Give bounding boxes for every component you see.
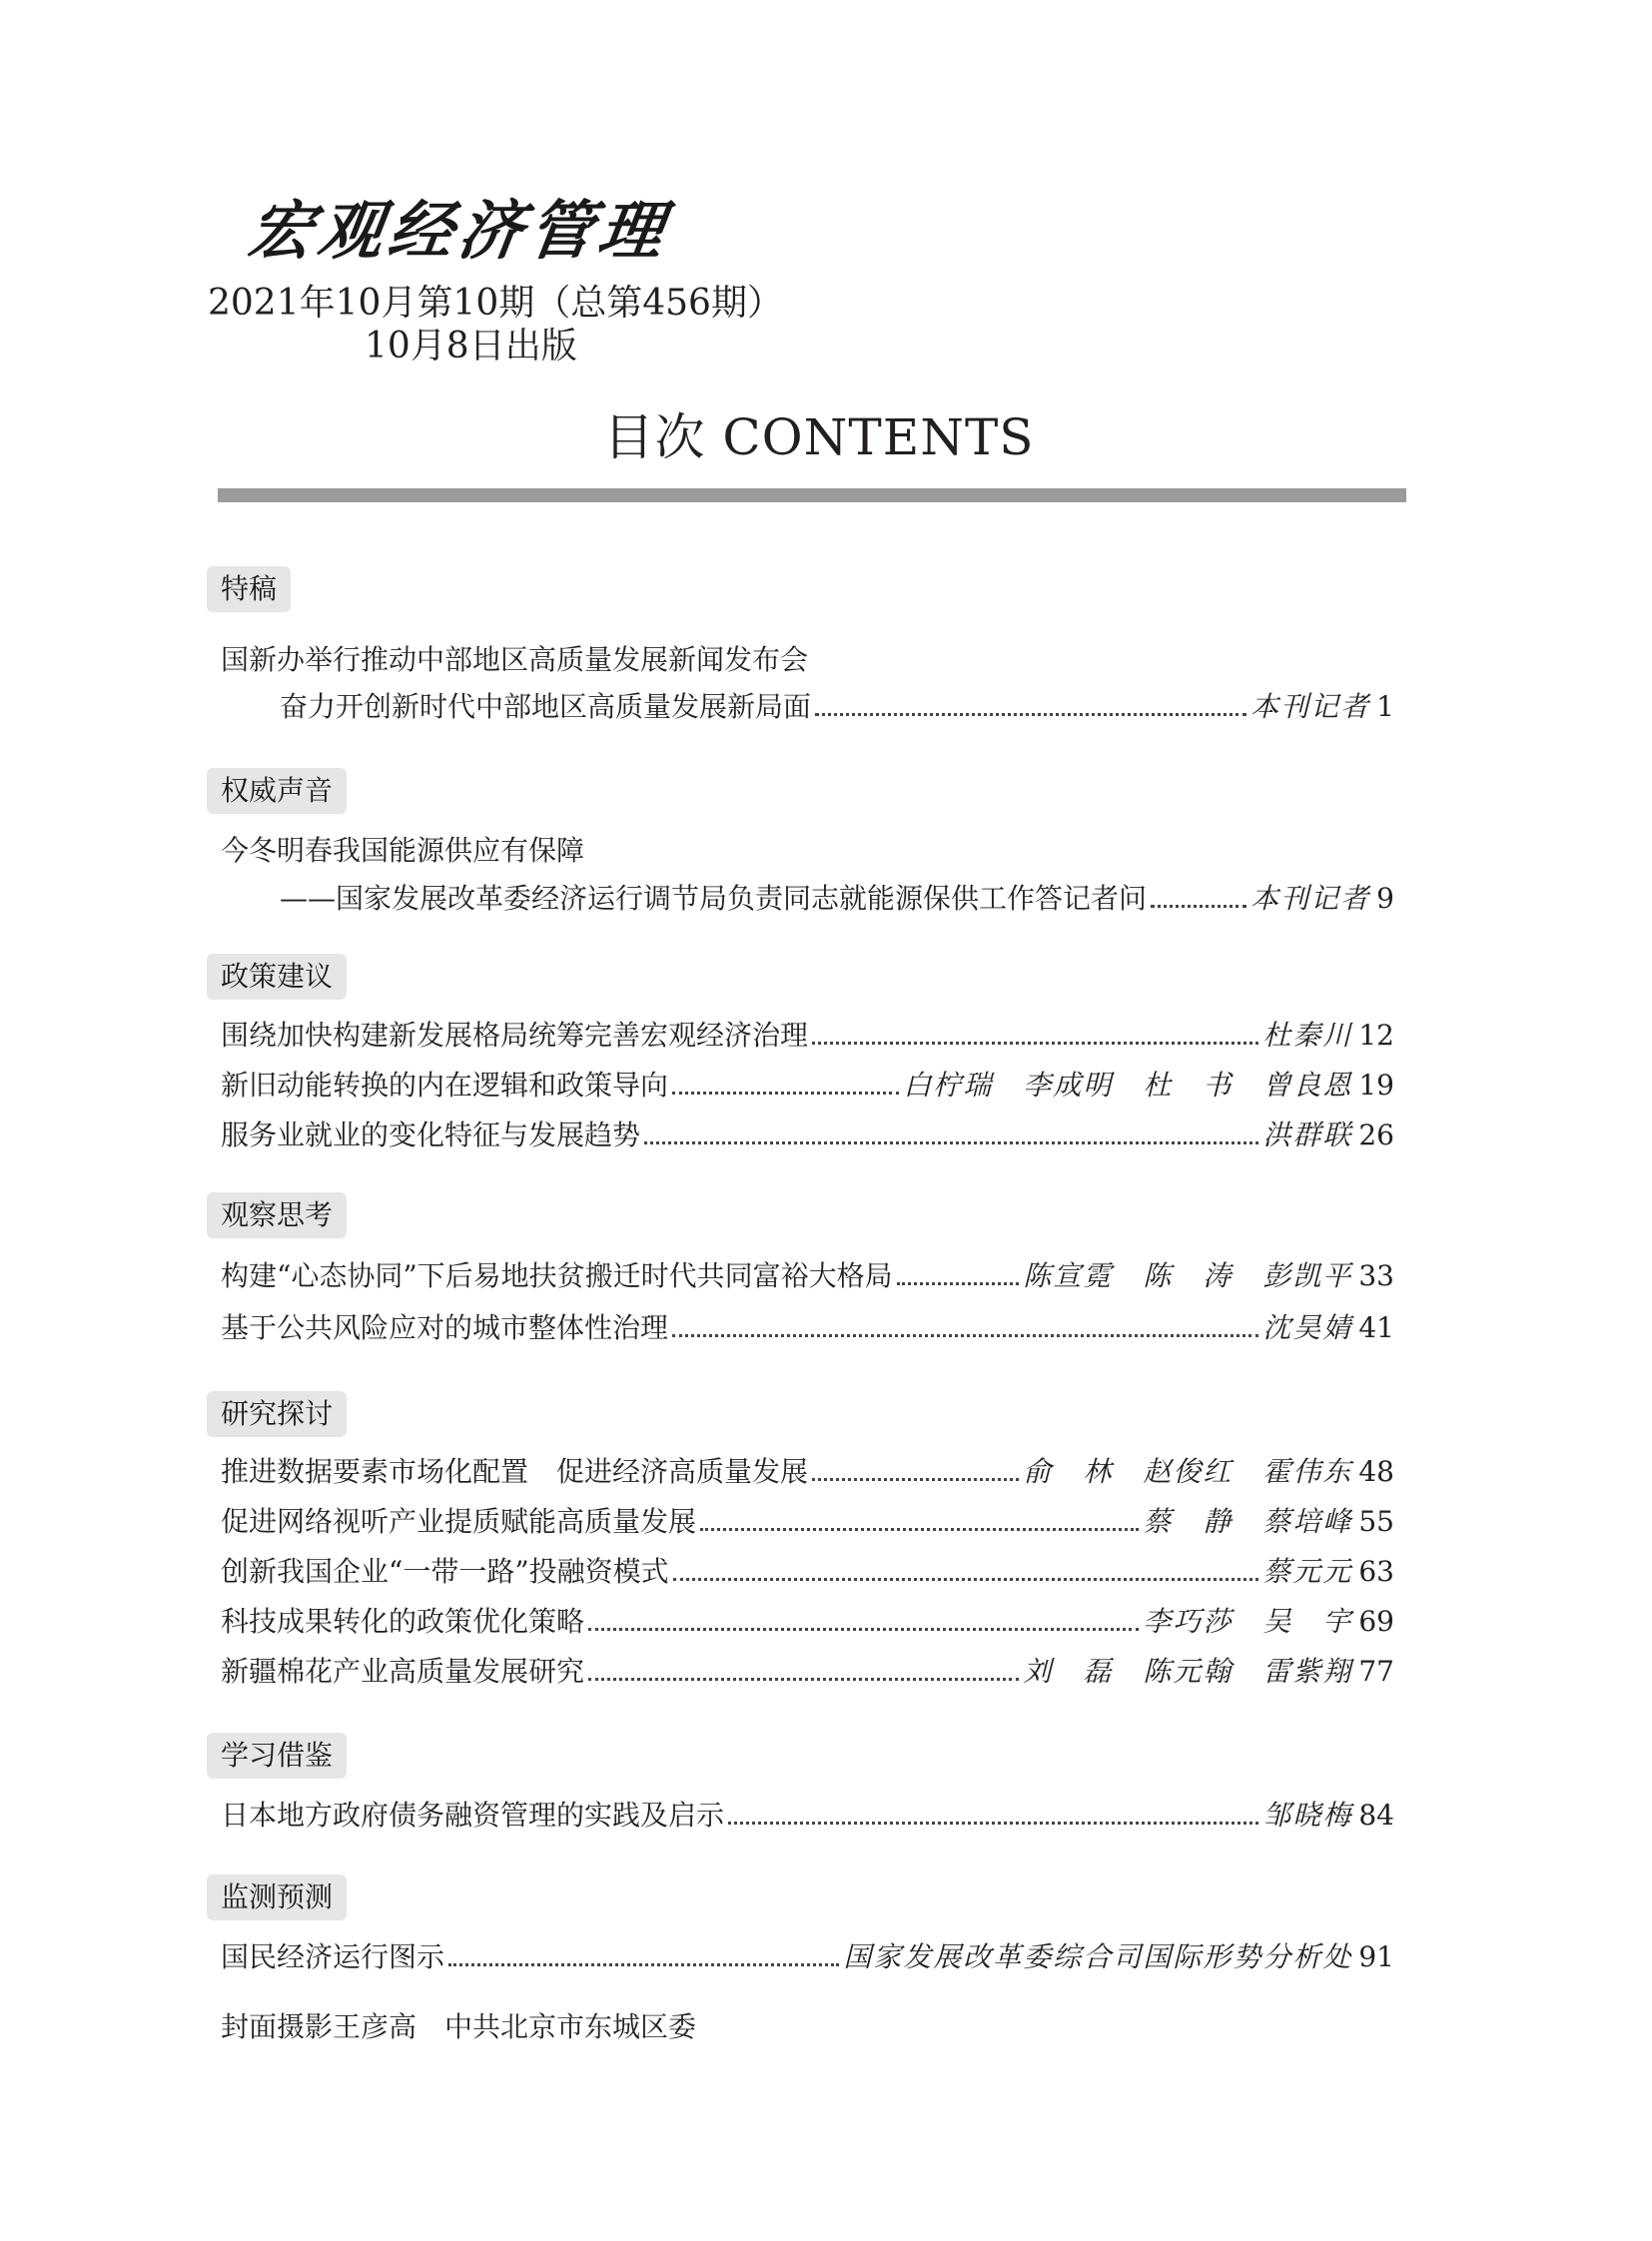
entry-author: 蔡元元 — [1262, 1555, 1353, 1588]
entry-title: 日本地方政府债务融资管理的实践及启示 — [221, 1799, 725, 1832]
toc-entry[interactable] — [221, 1554, 1394, 1590]
entry-author: 国家发展改革委综合司国际形势分析处 — [843, 1940, 1353, 1973]
section-heading: 政策建议 — [207, 954, 347, 1000]
toc-entry[interactable] — [221, 1939, 1394, 1975]
entry-title: 国新办举行推动中部地区高质量发展新闻发布会 — [221, 643, 809, 676]
dot-leader — [672, 1334, 1258, 1337]
dot-leader — [700, 1528, 1139, 1531]
entry-title: 奋力开创新时代中部地区高质量发展新局面 — [280, 690, 812, 723]
toc-entry[interactable] — [221, 1118, 1394, 1153]
cover-credit: 封面摄影王彦高 中共北京市东城区委 — [221, 2010, 697, 2043]
section-heading: 研究探讨 — [207, 1391, 347, 1437]
dot-leader — [815, 713, 1246, 716]
toc-entry[interactable] — [221, 1018, 1394, 1054]
entry-page-number: 9 — [1376, 882, 1394, 915]
entry-page-number: 77 — [1358, 1655, 1394, 1688]
dot-leader — [448, 1963, 839, 1966]
entry-page-number: 12 — [1358, 1019, 1394, 1052]
dot-leader — [588, 1678, 1019, 1681]
toc-entry[interactable] — [221, 1798, 1394, 1834]
entry-author: 白柠瑞 李成明 杜 书 曾良恩 — [903, 1069, 1353, 1102]
dot-leader — [1151, 905, 1246, 908]
section-heading: 学习借鉴 — [207, 1733, 347, 1779]
entry-page-number: 19 — [1358, 1069, 1394, 1102]
journal-masthead: 宏观经济管理 — [243, 194, 674, 269]
entry-title: 今冬明春我国能源供应有保障 — [221, 834, 585, 867]
entry-title: 创新我国企业“一带一路”投融资模式 — [221, 1555, 669, 1588]
dot-leader — [897, 1282, 1020, 1285]
toc-entry[interactable] — [221, 1604, 1394, 1640]
entry-page-number: 1 — [1376, 690, 1394, 723]
entry-title: 围绕加快构建新发展格局统筹完善宏观经济治理 — [221, 1019, 809, 1052]
dot-leader — [588, 1628, 1139, 1631]
entry-page-number: 55 — [1358, 1505, 1394, 1538]
section-heading: 特稿 — [207, 566, 291, 612]
entry-title: ——国家发展改革委经济运行调节局负责同志就能源保供工作答记者问 — [280, 882, 1148, 915]
entry-page-number: 84 — [1358, 1799, 1394, 1832]
publication-date: 10月8日出版 — [365, 326, 577, 367]
entry-author: 俞 林 赵俊红 霍伟东 — [1023, 1455, 1353, 1488]
entry-page-number: 69 — [1358, 1605, 1394, 1638]
entry-author: 陈宣霓 陈 涛 彭凯平 — [1023, 1259, 1353, 1292]
entry-author: 本刊记者 — [1250, 690, 1371, 723]
entry-author: 蔡 静 蔡培峰 — [1143, 1505, 1353, 1538]
toc-entry[interactable] — [221, 1310, 1394, 1346]
dot-leader — [673, 1578, 1259, 1581]
dot-leader — [644, 1141, 1258, 1144]
section-heading: 监测预测 — [207, 1874, 347, 1920]
entry-title: 新疆棉花产业高质量发展研究 — [221, 1655, 585, 1688]
toc-entry[interactable] — [221, 1068, 1394, 1104]
entry-title: 基于公共风险应对的城市整体性治理 — [221, 1311, 669, 1344]
entry-title: 构建“心态协同”下后易地扶贫搬迁时代共同富裕大格局 — [221, 1259, 893, 1292]
entry-title: 推进数据要素市场化配置 促进经济高质量发展 — [221, 1455, 809, 1488]
dot-leader — [728, 1822, 1258, 1825]
toc-entry[interactable] — [280, 689, 1394, 725]
entry-page-number: 33 — [1358, 1259, 1394, 1292]
entry-page-number: 63 — [1358, 1555, 1394, 1588]
toc-entry[interactable] — [221, 1454, 1394, 1490]
entry-page-number: 48 — [1358, 1455, 1394, 1488]
dot-leader — [812, 1478, 1019, 1481]
dot-leader — [812, 1042, 1258, 1045]
entry-title: 新旧动能转换的内在逻辑和政策导向 — [221, 1069, 669, 1102]
entry-page-number: 41 — [1358, 1311, 1394, 1344]
dot-leader — [672, 1092, 899, 1095]
entry-author: 沈昊婧 — [1262, 1311, 1353, 1344]
entry-author: 李巧莎 吴 宇 — [1143, 1605, 1353, 1638]
entry-author: 刘 磊 陈元翰 雷紫翔 — [1023, 1655, 1353, 1688]
toc-entry[interactable] — [221, 1504, 1394, 1540]
toc-entry[interactable] — [221, 1654, 1394, 1690]
issue-info: 2021年10月第10期（总第456期） — [208, 283, 783, 324]
entry-page-number: 26 — [1358, 1119, 1394, 1151]
section-heading: 观察思考 — [207, 1192, 347, 1238]
entry-author: 邹晓梅 — [1262, 1799, 1353, 1832]
contents-title: 目次 CONTENTS — [603, 408, 1035, 466]
section-heading: 权威声音 — [207, 768, 347, 814]
entry-author: 洪群联 — [1262, 1119, 1353, 1151]
entry-title: 促进网络视听产业提质赋能高质量发展 — [221, 1505, 697, 1538]
toc-entry[interactable] — [221, 1258, 1394, 1294]
entry-title: 国民经济运行图示 — [221, 1940, 445, 1973]
entry-author: 本刊记者 — [1250, 882, 1371, 915]
entry-page-number: 91 — [1358, 1940, 1394, 1973]
toc-entry[interactable] — [280, 881, 1394, 917]
entry-title: 服务业就业的变化特征与发展趋势 — [221, 1119, 641, 1151]
entry-author: 杜秦川 — [1262, 1019, 1353, 1052]
entry-title: 科技成果转化的政策优化策略 — [221, 1605, 585, 1638]
